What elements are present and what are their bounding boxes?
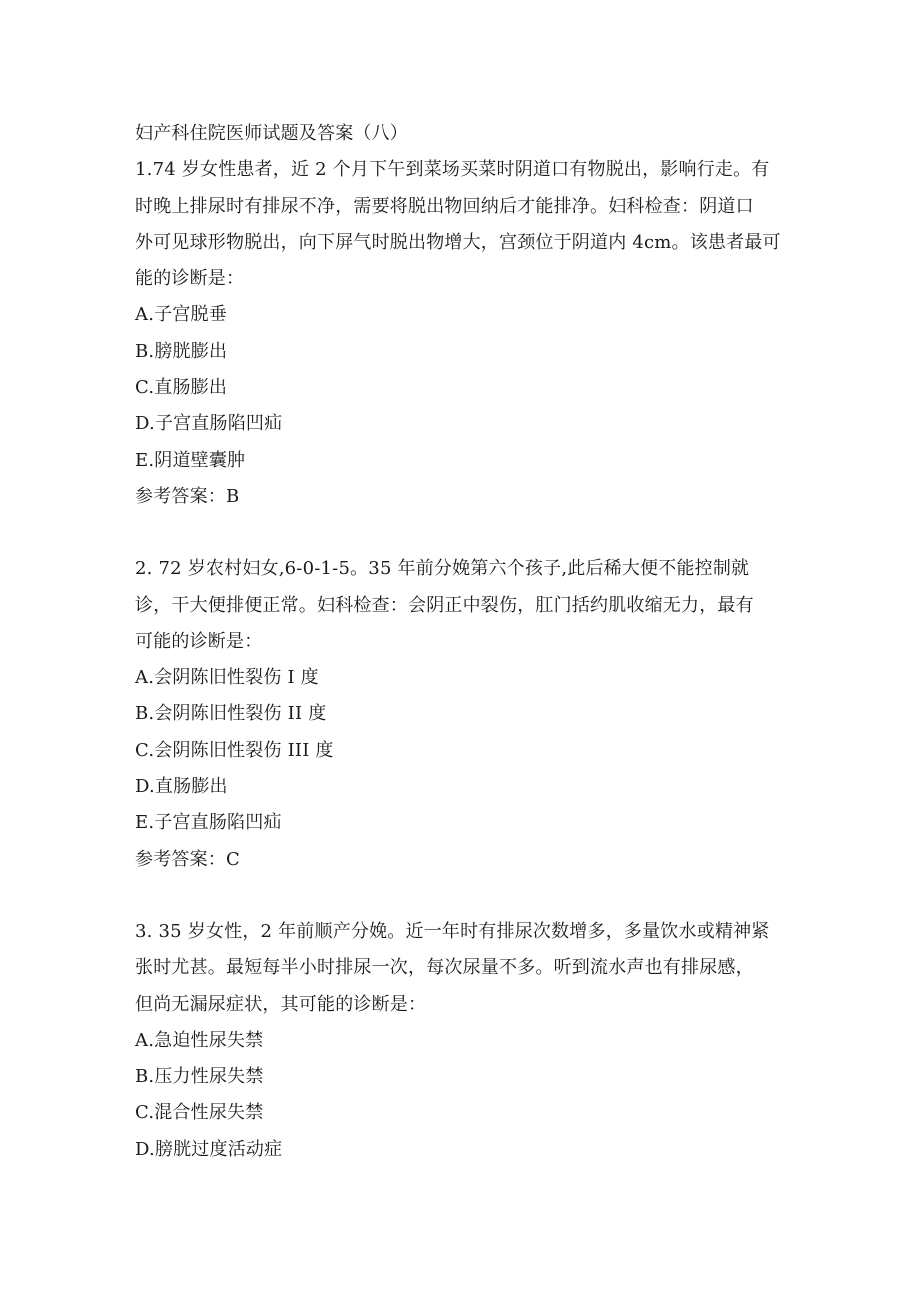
question-2-answer: 参考答案：C bbox=[135, 848, 240, 870]
question-1-stem-line-2: 时晚上排尿时有排尿不净，需要将脱出物回纳后才能排净。妇科检查：阴道口 bbox=[135, 195, 754, 217]
question-2-stem-line-3: 可能的诊断是： bbox=[135, 630, 263, 652]
document-title: 妇产科住院医师试题及答案（八） bbox=[135, 123, 408, 144]
question-2 bbox=[135, 551, 785, 878]
question-1-answer: 参考答案：B bbox=[135, 485, 240, 507]
question-1-option-d: D.子宫直肠陷凹疝 bbox=[135, 413, 283, 435]
question-2-stem-line-2: 诊，干大便排便正常。妇科检查：会阴正中裂伤，肛门括约肌收缩无力，最有 bbox=[135, 594, 754, 616]
question-2-option-a: A.会阴陈旧性裂伤 I 度 bbox=[135, 667, 319, 689]
question-2-option-d: D.直肠膨出 bbox=[135, 776, 228, 798]
question-1-stem-line-3: 外可见球形物脱出，向下屏气时脱出物增大，宫颈位于阴道内 4cm。该患者最可 bbox=[135, 231, 781, 253]
question-2-option-e: E.子宫直肠陷凹疝 bbox=[135, 812, 282, 834]
question-3-stem-line-2: 张时尤甚。最短每半小时排尿一次，每次尿量不多。听到流水声也有排尿感， bbox=[135, 957, 754, 979]
question-1-option-c: C.直肠膨出 bbox=[135, 377, 228, 399]
question-3 bbox=[135, 914, 785, 1168]
question-3-option-d: D.膀胱过度活动症 bbox=[135, 1138, 283, 1160]
question-2-stem-line-1: 2. 72 岁农村妇女,6-0-1-5。35 年前分娩第六个孩子,此后稀大便不能控制就 bbox=[135, 558, 750, 580]
question-1-option-e: E.阴道壁囊肿 bbox=[135, 449, 246, 471]
question-1-option-b: B.膀胱膨出 bbox=[135, 340, 228, 362]
question-1-option-a: A.子宫脱垂 bbox=[135, 304, 227, 326]
question-1 bbox=[135, 152, 785, 515]
question-2-option-c: C.会阴陈旧性裂伤 III 度 bbox=[135, 739, 334, 761]
question-3-stem-line-3: 但尚无漏尿症状，其可能的诊断是： bbox=[135, 993, 427, 1015]
question-3-option-a: A.急迫性尿失禁 bbox=[135, 1029, 264, 1051]
document-page bbox=[135, 116, 785, 1168]
question-3-option-c: C.混合性尿失禁 bbox=[135, 1102, 264, 1124]
question-gap bbox=[135, 515, 785, 551]
question-1-stem-line-4: 能的诊断是： bbox=[135, 268, 245, 290]
question-3-stem-line-1: 3. 35 岁女性，2 年前顺产分娩。近一年时有排尿次数增多，多量饮水或精神紧 bbox=[135, 920, 770, 942]
question-3-option-b: B.压力性尿失禁 bbox=[135, 1066, 264, 1088]
question-gap bbox=[135, 878, 785, 914]
question-1-stem-line-1: 1.74 岁女性患者，近 2 个月下午到菜场买菜时阴道口有物脱出，影响行走。有 bbox=[135, 159, 770, 181]
question-2-option-b: B.会阴陈旧性裂伤 II 度 bbox=[135, 703, 327, 725]
